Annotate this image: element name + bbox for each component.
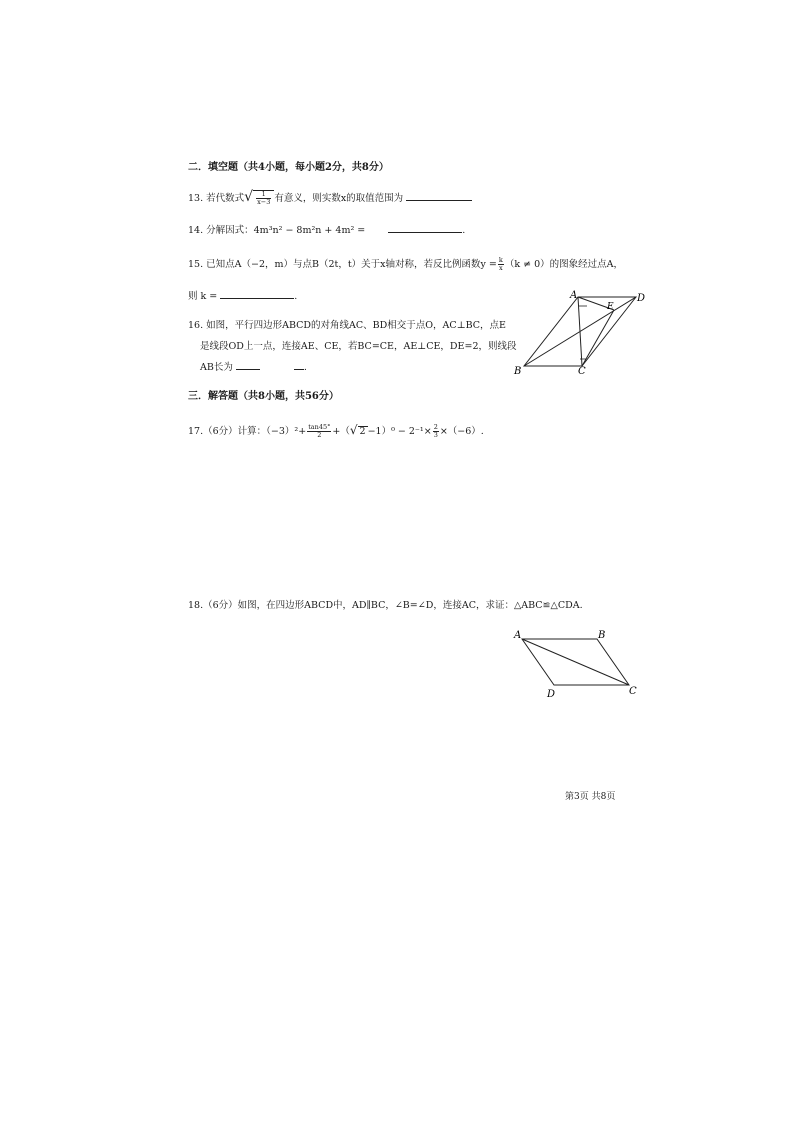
label-A: A: [570, 290, 578, 301]
question-number: 15.: [188, 258, 204, 270]
section-heading-answers: 三．解答题（共8小题，共56分）: [188, 391, 339, 402]
answer-blank[interactable]: [236, 369, 260, 370]
question-text: 已知点A（−2，m）与点B（2t，t）关于x轴对称，若反比例函数y =: [206, 258, 497, 270]
quadrilateral-figure-q18: [505, 624, 645, 704]
expr-part: +（: [332, 426, 350, 437]
question-13: [188, 190, 472, 206]
label-D: D: [637, 293, 646, 304]
label-C: C: [629, 686, 637, 697]
question-16: [188, 321, 506, 331]
fraction-denominator: x: [499, 263, 503, 272]
parallelogram-figure-q16: [510, 288, 650, 378]
question-text: 如图，在四边形ABCD中，AD∥BC，∠B=∠D，连接AC，求证：△ABC≌△CDA.: [237, 600, 583, 611]
label-B: B: [514, 366, 522, 377]
question-14: [188, 226, 465, 236]
answer-blank[interactable]: [406, 200, 472, 201]
question-number: 17.: [188, 426, 204, 437]
section-heading-fill-in: 二．填空题（共4小题，每小题2分，共8分）: [188, 162, 389, 173]
question-number: 14.: [188, 225, 204, 236]
question-text: AB长为: [200, 362, 233, 373]
question-17: 17.（6分）计算：（−3）²+ $\frac{\tan 45^\circ}{2}$ +（√ 2 −1）⁰ − 2⁻¹× $\frac{2}{3}$ ×（−6）.: [188, 423, 484, 439]
question-number: 16.: [188, 320, 204, 331]
question-text: 计算：（−3）²+: [237, 426, 307, 437]
question-text: （k ≠ 0）的图象经过点A，: [504, 258, 624, 270]
segment-ce: [582, 310, 614, 366]
fraction-numerator: tan45°: [308, 423, 331, 432]
question-15-line-2: [188, 292, 297, 302]
question-16-line-2: 是线段OD上一点，连接AE、CE，若BC=CE，AE⊥CE，DE=2，则线段: [200, 341, 517, 352]
question-18: [188, 601, 583, 611]
sqrt-two: 2: [359, 426, 366, 437]
fraction-denominator: 3: [433, 431, 438, 439]
question-text: 如图，平行四边形ABCD的对角线AC、BD相交于点O，AC⊥BC，点E: [206, 320, 506, 331]
question-number: 13.: [188, 193, 204, 204]
page-footer: 第3页 共8页: [565, 792, 616, 802]
expr-part: −1）⁰ − 2⁻¹×: [367, 426, 432, 437]
fraction-denominator: 2: [317, 431, 322, 439]
question-15: [188, 257, 623, 272]
question-text: 有意义，则实数x的取值范围为: [274, 193, 404, 204]
answer-blank[interactable]: [220, 298, 294, 299]
label-D: D: [547, 689, 556, 700]
question-end: .: [462, 225, 466, 236]
label-B: B: [598, 630, 606, 641]
sqrt-expression: √ $\frac{1}{x-3}$: [244, 193, 274, 204]
expr-part: ×（−6）.: [439, 426, 484, 437]
question-text: 则 k =: [188, 291, 218, 302]
question-text: 分解因式：4m³n² − 8m²n + 4m² =: [206, 225, 366, 236]
question-text: 若代数式: [206, 193, 245, 204]
question-score: （6分）: [203, 600, 238, 611]
question-end: .: [294, 291, 298, 302]
fraction-denominator: x−3: [257, 198, 271, 206]
fraction-numerator: k: [498, 256, 503, 264]
label-E: E: [607, 302, 614, 312]
answer-blank[interactable]: [388, 232, 462, 233]
answer-blank-tail: [294, 369, 304, 370]
label-C: C: [578, 366, 586, 377]
fraction-numerator: 1: [256, 191, 271, 199]
diagonal-bd: [524, 297, 636, 366]
question-16-line-3: [200, 363, 307, 373]
question-end: .: [303, 362, 307, 373]
question-number: 18.: [188, 600, 204, 611]
fraction-numerator: 2: [433, 423, 438, 432]
question-score: （6分）: [203, 426, 238, 437]
label-A: A: [514, 630, 522, 641]
